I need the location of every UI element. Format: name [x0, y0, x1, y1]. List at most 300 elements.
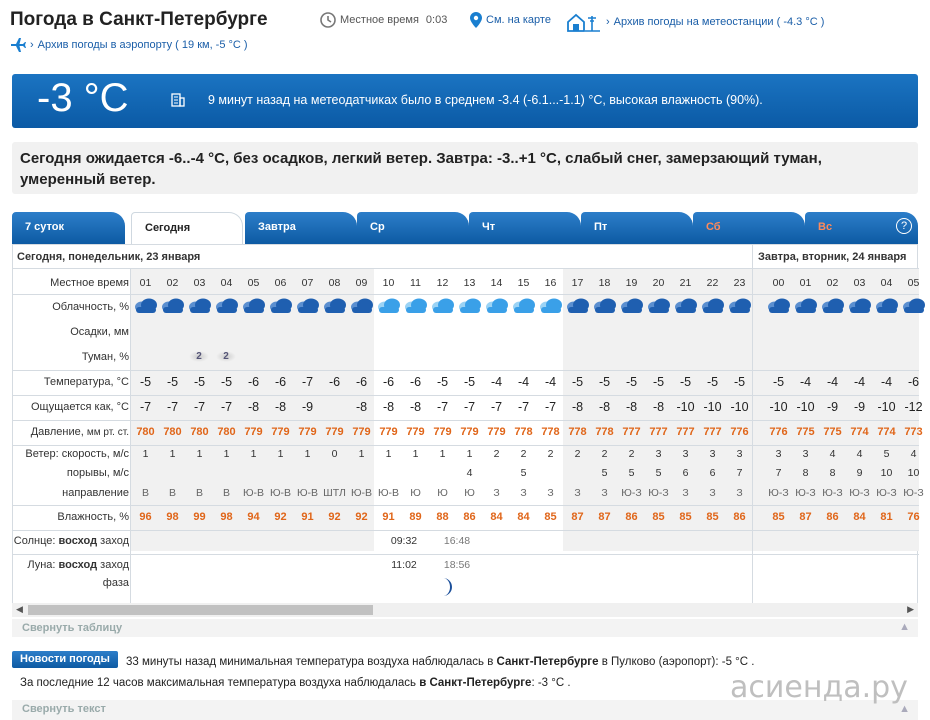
wind-cell: 3 [736, 448, 743, 460]
wind-cell: 2 [547, 448, 554, 460]
row-label-fog: Туман, % [81, 351, 129, 363]
wind-dir-cell: Ю-В [242, 487, 265, 499]
pressure-cell: 780 [190, 426, 209, 438]
tab-thu[interactable]: Чт [469, 212, 581, 244]
local-time-label: Местное время [340, 14, 419, 26]
map-link[interactable] [470, 12, 551, 28]
row-divider [13, 370, 919, 371]
pressure-cell: 777 [649, 426, 668, 438]
pressure-cell: 777 [622, 426, 641, 438]
news-line-2 [20, 677, 571, 689]
humidity-cell: 87 [571, 511, 584, 523]
wind-cell: 3 [802, 448, 809, 460]
feels-cell: -10 [676, 400, 695, 414]
row-label-feels: Ощущается как, °С [30, 401, 129, 413]
wind-dir-cell: З [709, 487, 716, 499]
gust-cell: 4 [466, 467, 473, 479]
cloud-icon [214, 297, 240, 315]
cloud-icon [847, 297, 873, 315]
news-line-1 [126, 656, 754, 668]
feels-cell: -9 [826, 400, 839, 414]
temp-cell: -5 [571, 375, 584, 389]
airport-archive-text[interactable]: Архив погоды в аэропорту ( 19 км, -5 °C ) [37, 39, 248, 51]
hour-cell: 05 [907, 277, 920, 289]
gust-cell: 9 [856, 467, 863, 479]
row-label-humidity: Влажность, % [57, 511, 129, 523]
tab-fri[interactable]: Пт [581, 212, 693, 244]
feels-cell: -8 [382, 400, 395, 414]
news-line-1-b: Санкт-Петербурге [496, 656, 599, 668]
feels-cell: -8 [598, 400, 611, 414]
tomorrow-date-label: Завтра, вторник, 24 января [758, 251, 907, 263]
pressure-cell: 776 [730, 426, 749, 438]
hour-cell: 02 [166, 277, 179, 289]
cloud-icon [820, 297, 846, 315]
temp-cell: -6 [355, 375, 368, 389]
map-pin-icon [470, 12, 482, 28]
temp-cell: -5 [652, 375, 665, 389]
news-line-2-b: в Санкт-Петербурге [419, 677, 532, 689]
wind-cell: 1 [277, 448, 284, 460]
temp-cell: -5 [166, 375, 179, 389]
gust-cell: 6 [709, 467, 716, 479]
sunrise-time: 09:32 [390, 535, 418, 547]
moon-phase-icon [437, 577, 453, 597]
wind-dir-cell: Ю [464, 487, 475, 499]
wind-cell: 0 [331, 448, 338, 460]
row-divider [13, 294, 919, 295]
wind-dir-cell: В [195, 487, 203, 499]
gust-cell: 10 [880, 467, 893, 479]
map-link-text[interactable]: См. на карте [486, 14, 551, 26]
humidity-cell: 85 [706, 511, 719, 523]
cloud-icon [457, 297, 483, 315]
gust-cell: 7 [775, 467, 782, 479]
cloud-icon [160, 297, 186, 315]
feels-cell: -10 [703, 400, 722, 414]
help-icon[interactable]: ? [896, 218, 912, 234]
temp-cell: -5 [598, 375, 611, 389]
row-divider [13, 445, 919, 446]
hour-cell: 04 [880, 277, 893, 289]
feels-cell: -12 [904, 400, 923, 414]
cloud-icon [538, 297, 564, 315]
feels-cell: -8 [625, 400, 638, 414]
hour-cell: 20 [652, 277, 665, 289]
row-label-moon [13, 559, 129, 571]
pressure-cell: 779 [379, 426, 398, 438]
cloud-icon [133, 297, 159, 315]
collapse-arrow-icon: ▲ [899, 621, 910, 633]
wind-dir-cell: Ю-З [621, 487, 642, 499]
feels-cell: -8 [652, 400, 665, 414]
humidity-cell: 99 [193, 511, 206, 523]
temp-cell: -4 [490, 375, 503, 389]
cloud-icon [511, 297, 537, 315]
hour-cell: 15 [517, 277, 530, 289]
temp-cell: -5 [733, 375, 746, 389]
table-scrollbar[interactable] [12, 603, 918, 617]
temp-cell: -6 [382, 375, 395, 389]
news-title: Новости погоды [12, 651, 118, 668]
scroll-thumb[interactable] [28, 605, 373, 615]
tab-tomorrow[interactable]: Завтра [245, 212, 357, 244]
wind-cell: 1 [466, 448, 473, 460]
day-tabs [12, 212, 918, 244]
feels-cell: -7 [220, 400, 233, 414]
feels-cell: -8 [571, 400, 584, 414]
cloud-icon [592, 297, 618, 315]
pressure-cell: 780 [217, 426, 236, 438]
wind-cell: 3 [775, 448, 782, 460]
moon-rise-label: восход [58, 559, 98, 571]
tab-today[interactable]: Сегодня [131, 212, 243, 244]
pressure-cell: 779 [406, 426, 425, 438]
temp-cell: -6 [907, 375, 920, 389]
pressure-cell: 778 [568, 426, 587, 438]
humidity-cell: 86 [625, 511, 638, 523]
moon-set-label: заход [100, 559, 129, 571]
tab-sun[interactable]: Вс [805, 212, 918, 244]
wind-cell: 1 [169, 448, 176, 460]
wind-dir-cell: З [682, 487, 689, 499]
pressure-cell: 776 [769, 426, 788, 438]
cloud-icon [349, 297, 375, 315]
temp-cell: -7 [301, 375, 314, 389]
gust-cell: 10 [907, 467, 920, 479]
feels-cell: -7 [490, 400, 503, 414]
row-label-sun [13, 535, 129, 547]
feels-cell: -10 [796, 400, 815, 414]
humidity-cell: 91 [301, 511, 314, 523]
temp-cell: -6 [328, 375, 341, 389]
wind-dir-cell: Ю-З [768, 487, 789, 499]
wind-cell: 2 [574, 448, 581, 460]
temp-cell: -5 [436, 375, 449, 389]
feels-cell: -10 [730, 400, 749, 414]
row-label-precip: Осадки, мм [70, 326, 129, 338]
wind-cell: 2 [520, 448, 527, 460]
news-line-2-c: : -3 °C . [531, 677, 571, 689]
local-time-value: 0:03 [425, 14, 448, 26]
humidity-cell: 94 [247, 511, 260, 523]
wind-dir-cell: В [141, 487, 149, 499]
humidity-cell: 84 [517, 511, 530, 523]
wind-dir-cell: Ю-З [822, 487, 843, 499]
current-temp: -3 °C [37, 76, 129, 120]
page-header [10, 6, 920, 51]
hour-cell: 01 [799, 277, 812, 289]
moonset-time: 18:56 [443, 559, 471, 571]
station-archive-link[interactable]: › Архив погоды на метеостанции ( -4.3 °C ) [566, 12, 824, 32]
wind-dir-cell: З [736, 487, 743, 499]
wind-dir-cell: З [493, 487, 500, 499]
row-divider [13, 530, 919, 531]
cloud-icon [241, 297, 267, 315]
wind-cell: 2 [628, 448, 635, 460]
humidity-cell: 87 [799, 511, 812, 523]
sun-set-label: заход [100, 535, 129, 547]
temp-cell: -4 [826, 375, 839, 389]
humidity-cell: 76 [907, 511, 920, 523]
cloud-icon [268, 297, 294, 315]
fog-value: 2 [189, 351, 209, 362]
row-divider [13, 395, 919, 396]
row-label-gust: порывы, м/с [66, 467, 129, 479]
hour-cell: 23 [733, 277, 746, 289]
station-icon [566, 12, 602, 32]
hour-cell: 17 [571, 277, 584, 289]
feels-cell: -9 [301, 400, 314, 414]
cloud-icon [766, 297, 792, 315]
humidity-cell: 89 [409, 511, 422, 523]
wind-cell: 4 [910, 448, 917, 460]
temp-cell: -4 [853, 375, 866, 389]
feels-cell: -7 [193, 400, 206, 414]
hour-cell: 08 [328, 277, 341, 289]
date-header-row [13, 245, 919, 269]
humidity-cell: 87 [598, 511, 611, 523]
hour-cell: 09 [355, 277, 368, 289]
wind-cell: 3 [709, 448, 716, 460]
temp-cell: -5 [706, 375, 719, 389]
sun-label: Солнце: [13, 535, 56, 547]
sun-rise-label: восход [58, 535, 98, 547]
cloud-icon [403, 297, 429, 315]
current-conditions [12, 74, 918, 128]
hour-cell: 11 [410, 277, 421, 289]
pressure-cell: 780 [136, 426, 155, 438]
hour-cell: 13 [463, 277, 476, 289]
wind-dir-cell: Ю [410, 487, 421, 499]
humidity-cell: 84 [490, 511, 503, 523]
cloud-icon [295, 297, 321, 315]
wind-dir-cell: Ю-В [296, 487, 319, 499]
wind-dir-cell: Ю-В [269, 487, 292, 499]
airplane-icon [10, 38, 26, 52]
collapse-table-button[interactable] [12, 619, 918, 637]
scroll-right-arrow[interactable]: ▶ [907, 604, 914, 614]
pressure-cell: 774 [850, 426, 869, 438]
feels-cell: -7 [139, 400, 152, 414]
hour-cell: 22 [706, 277, 719, 289]
wind-cell: 3 [682, 448, 689, 460]
hour-cell: 03 [193, 277, 206, 289]
tab-wed[interactable]: Ср [357, 212, 469, 244]
humidity-cell: 84 [853, 511, 866, 523]
temp-cell: -4 [517, 375, 530, 389]
pressure-cell: 778 [514, 426, 533, 438]
cloud-icon [700, 297, 726, 315]
wind-cell: 4 [829, 448, 836, 460]
wind-cell: 2 [601, 448, 608, 460]
humidity-cell: 98 [166, 511, 179, 523]
cloud-icon [376, 297, 402, 315]
watermark-logo: асиенда.ру [730, 670, 908, 705]
row-label-time: Местное время [50, 277, 129, 289]
airport-archive-link[interactable]: › Архив погоды в аэропорту ( 19 км, -5 °C ) [10, 38, 248, 52]
wind-cell: 1 [385, 448, 392, 460]
news-line-1-c: в Пулково (аэропорт): -5 °C . [598, 656, 755, 668]
wind-dir-cell: Ю-З [795, 487, 816, 499]
feels-cell: -7 [517, 400, 530, 414]
clock-icon [320, 12, 336, 28]
humidity-cell: 86 [463, 511, 476, 523]
tab-sat[interactable]: Сб [693, 212, 805, 244]
collapse-text-label[interactable]: Свернуть текст [22, 703, 106, 715]
news-line-1-a: 33 минуты назад минимальная температура воздуха наблюдалась в [126, 656, 497, 668]
wind-cell: 1 [304, 448, 311, 460]
humidity-cell: 98 [220, 511, 233, 523]
building-icon [170, 91, 186, 107]
gust-cell: 7 [736, 467, 743, 479]
hour-cell: 10 [382, 277, 395, 289]
cloud-icon [484, 297, 510, 315]
humidity-cell: 92 [355, 511, 368, 523]
wind-dir-cell: Ю-З [648, 487, 669, 499]
pressure-cell: 779 [244, 426, 263, 438]
news-line-2-a: За последние 12 часов максимальная температура воздуха наблюдалась [20, 677, 420, 689]
pressure-label-b: мм рт. ст. [86, 427, 129, 438]
row-label-dir: направление [62, 487, 129, 499]
pressure-cell: 777 [676, 426, 695, 438]
gust-cell: 8 [829, 467, 836, 479]
gust-cell: 6 [682, 467, 689, 479]
row-label-wind: Ветер: скорость, м/с [25, 448, 129, 460]
pressure-cell: 775 [796, 426, 815, 438]
row-divider [13, 554, 919, 555]
hour-cell: 21 [679, 277, 692, 289]
wind-cell: 1 [358, 448, 365, 460]
hour-cell: 05 [247, 277, 260, 289]
feels-cell: -10 [769, 400, 788, 414]
hour-cell: 03 [853, 277, 866, 289]
feels-cell: -7 [463, 400, 476, 414]
hour-cell: 06 [274, 277, 287, 289]
hour-cell: 12 [436, 277, 449, 289]
pressure-cell: 780 [163, 426, 182, 438]
hour-cell: 18 [598, 277, 611, 289]
wind-dir-cell: З [547, 487, 554, 499]
pressure-cell: 773 [904, 426, 923, 438]
cloud-icon [646, 297, 672, 315]
wind-dir-cell: Ю-З [903, 487, 924, 499]
wind-dir-cell: З [520, 487, 527, 499]
wind-dir-cell: Ю-В [350, 487, 373, 499]
pressure-cell: 779 [271, 426, 290, 438]
feels-cell: -8 [247, 400, 260, 414]
hour-cell: 02 [826, 277, 839, 289]
temp-cell: -5 [772, 375, 785, 389]
wind-dir-cell: В [222, 487, 230, 499]
feels-cell: -8 [409, 400, 422, 414]
pressure-cell: 779 [352, 426, 371, 438]
tab-7-days[interactable]: 7 суток [12, 212, 125, 244]
scroll-left-arrow[interactable]: ◀ [16, 604, 23, 614]
fog-value: 2 [216, 351, 236, 362]
temp-cell: -5 [193, 375, 206, 389]
collapse-text-arrow-icon: ▲ [899, 703, 910, 715]
hour-cell: 01 [139, 277, 152, 289]
wind-dir-cell: З [574, 487, 581, 499]
cloud-icon [619, 297, 645, 315]
cloud-icon [874, 297, 900, 315]
cloud-icon [793, 297, 819, 315]
row-label-temp: Температура, °С [43, 376, 129, 388]
hour-cell: 00 [772, 277, 785, 289]
pressure-cell: 779 [325, 426, 344, 438]
wind-cell: 1 [223, 448, 230, 460]
hour-cell: 07 [301, 277, 314, 289]
temp-cell: -5 [220, 375, 233, 389]
wind-cell: 1 [250, 448, 257, 460]
humidity-cell: 92 [328, 511, 341, 523]
wind-cell: 3 [655, 448, 662, 460]
feels-cell: -8 [355, 400, 368, 414]
temp-cell: -6 [274, 375, 287, 389]
humidity-cell: 86 [826, 511, 839, 523]
pressure-label-a: Давление, [30, 426, 84, 438]
sunset-time: 16:48 [443, 535, 471, 547]
temp-cell: -5 [679, 375, 692, 389]
humidity-cell: 85 [772, 511, 785, 523]
station-archive-text[interactable]: Архив погоды на метеостанции ( -4.3 °C ) [613, 16, 825, 28]
wind-cell: 2 [493, 448, 500, 460]
cloud-icon [322, 297, 348, 315]
wind-cell: 1 [412, 448, 419, 460]
row-label-pressure [13, 426, 129, 438]
row-label-phase: фаза [102, 577, 129, 589]
page-title: Погода в Санкт-Петербурге [10, 9, 268, 30]
wind-dir-cell: ШТЛ [323, 487, 346, 499]
pressure-cell: 778 [541, 426, 560, 438]
feels-cell: -9 [853, 400, 866, 414]
feels-cell: -10 [877, 400, 896, 414]
hourly-table [12, 244, 924, 604]
wind-cell: 1 [196, 448, 203, 460]
gust-cell: 5 [520, 467, 527, 479]
collapse-table-label[interactable]: Свернуть таблицу [22, 622, 123, 634]
cloud-icon [727, 297, 753, 315]
wind-dir-cell: Ю-З [876, 487, 897, 499]
wind-cell: 4 [856, 448, 863, 460]
temp-cell: -6 [409, 375, 422, 389]
pressure-cell: 777 [703, 426, 722, 438]
wind-dir-cell: В [168, 487, 176, 499]
humidity-cell: 92 [274, 511, 287, 523]
temp-cell: -5 [463, 375, 476, 389]
humidity-cell: 85 [652, 511, 665, 523]
pressure-cell: 779 [460, 426, 479, 438]
humidity-cell: 96 [139, 511, 152, 523]
label-column-divider [130, 269, 131, 603]
wind-cell: 1 [439, 448, 446, 460]
humidity-cell: 85 [544, 511, 557, 523]
cloud-icon [430, 297, 456, 315]
moonrise-time: 11:02 [391, 559, 417, 571]
feels-cell: -7 [544, 400, 557, 414]
pressure-cell: 779 [487, 426, 506, 438]
row-divider [13, 420, 919, 421]
cloud-icon [673, 297, 699, 315]
gust-cell: 5 [628, 467, 635, 479]
pressure-cell: 779 [433, 426, 452, 438]
gust-cell: 5 [655, 467, 662, 479]
wind-dir-cell: Ю [437, 487, 448, 499]
pressure-cell: 774 [877, 426, 896, 438]
temp-cell: -4 [880, 375, 893, 389]
moon-label: Луна: [27, 559, 56, 571]
